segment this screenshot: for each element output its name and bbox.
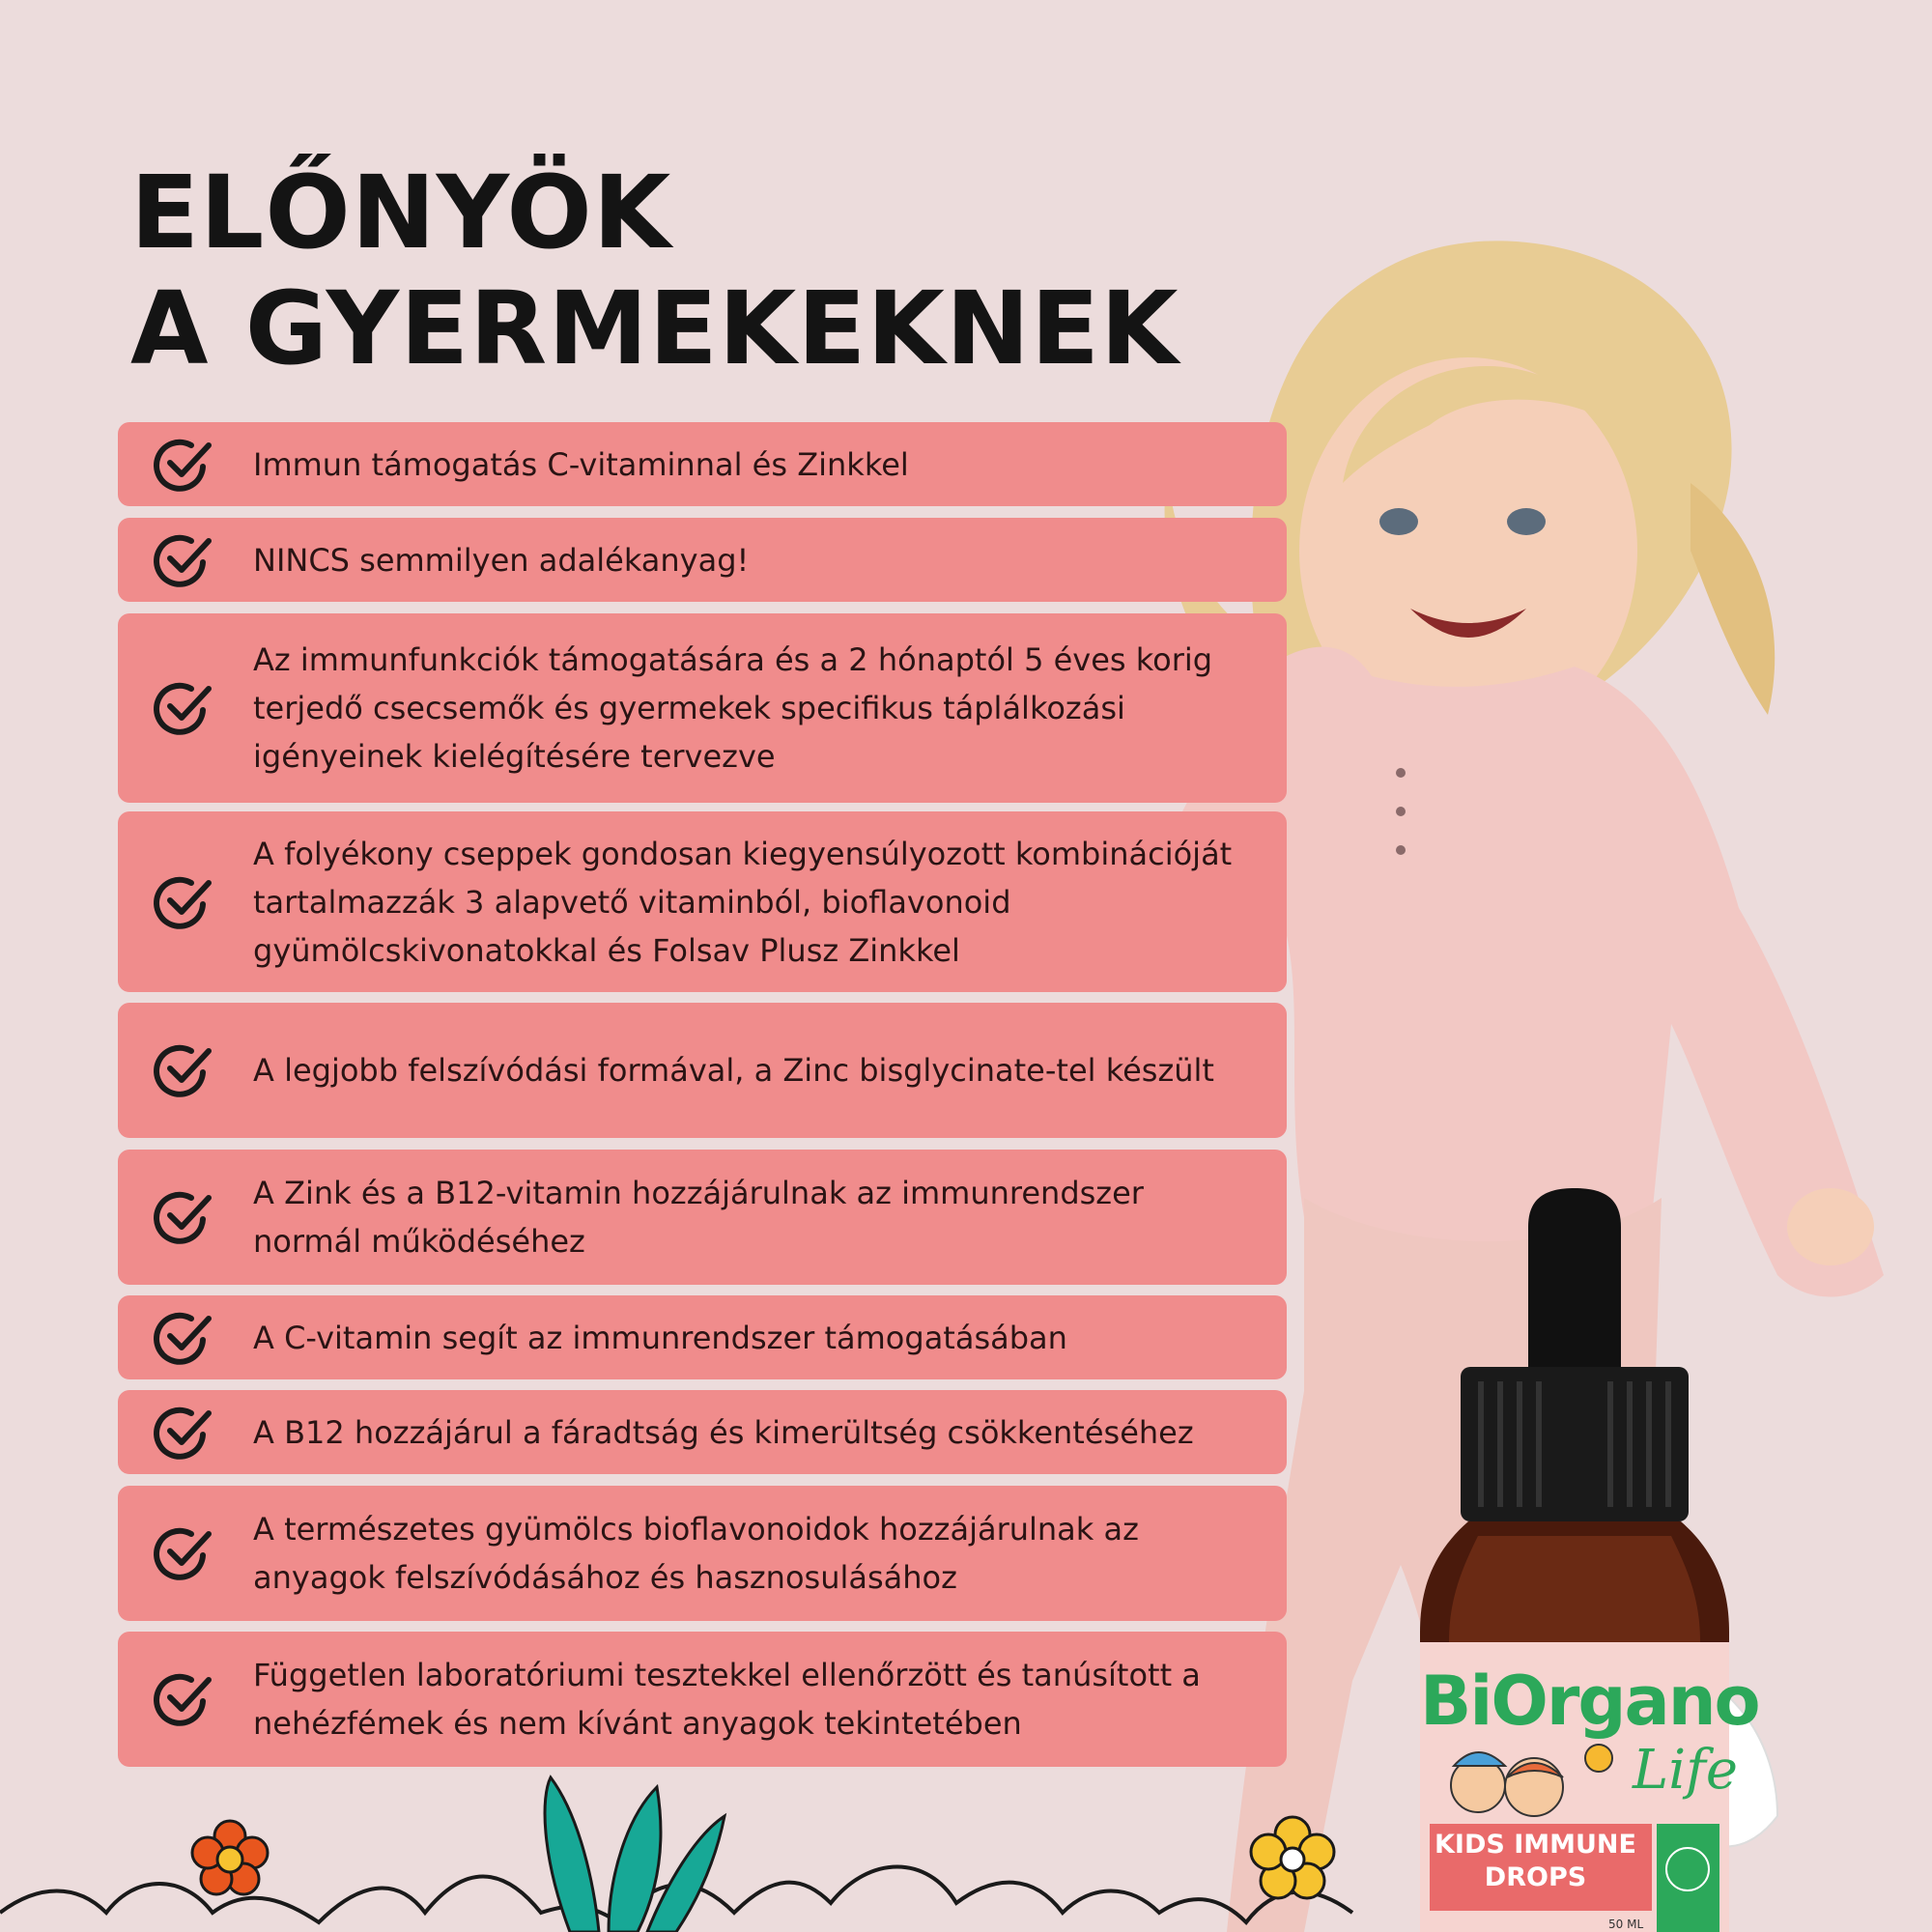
product-name-line-1: KIDS IMMUNE bbox=[1435, 1830, 1636, 1860]
check-icon bbox=[153, 1041, 214, 1099]
benefit-text: A természetes gyümölcs bioflavonoidok hozzájárulnak az anyagok felszívódásához és hasznosulásához bbox=[253, 1511, 1139, 1596]
benefit-text: NINCS semmilyen adalékanyag! bbox=[253, 541, 750, 579]
benefit-item bbox=[118, 613, 1287, 803]
flower-icon bbox=[1251, 1817, 1334, 1898]
check-icon bbox=[153, 873, 214, 931]
benefit-item bbox=[118, 422, 1287, 506]
title-line-1: ELŐNYÖK bbox=[130, 154, 672, 271]
benefit-text: A C-vitamin segít az immunrendszer támogatásában bbox=[253, 1319, 1067, 1356]
flower-icon bbox=[192, 1821, 268, 1894]
bottom-doodle-decoration bbox=[0, 1758, 1932, 1932]
product-volume: 50 ML bbox=[1608, 1918, 1644, 1931]
benefit-item bbox=[118, 1003, 1287, 1138]
benefit-text: Az immunfunkciók támogatására és a 2 hónaptól 5 éves korig terjedő csecsemők és gyermekek specifikus táplálkozási igényeinek kielégítésére tervezve bbox=[253, 641, 1213, 775]
benefit-text: Független laboratóriumi tesztekkel ellenőrzött és tanúsított a nehézfémek és nem kívánt anyagok tekintetében bbox=[253, 1657, 1201, 1742]
brand-logo: BiOrgano bbox=[1420, 1662, 1759, 1741]
benefit-item bbox=[118, 518, 1287, 602]
benefit-item bbox=[118, 1390, 1287, 1474]
benefit-item bbox=[118, 811, 1287, 992]
check-icon bbox=[153, 1309, 214, 1367]
check-icon bbox=[153, 1524, 214, 1582]
benefit-text: A folyékony cseppek gondosan kiegyensúlyozott kombinációját tartalmazzák 3 alapvető vitaminból, bioflavonoid gyümölcskivonatokkal és Folsav Plusz Zinkkel bbox=[253, 835, 1233, 969]
benefit-item bbox=[118, 1295, 1287, 1379]
benefit-item bbox=[118, 1486, 1287, 1621]
benefit-item bbox=[118, 1150, 1287, 1285]
benefit-text: A Zink és a B12-vitamin hozzájárulnak az immunrendszer normál működéséhez bbox=[253, 1175, 1144, 1260]
benefit-text: Immun támogatás C-vitaminnal és Zinkkel bbox=[253, 445, 909, 483]
title-line-2: A GYERMEKEKNEK bbox=[130, 270, 1179, 387]
benefit-item bbox=[118, 1632, 1287, 1767]
benefit-text: A B12 hozzájárul a fáradtság és kimerültség csökkentéséhez bbox=[253, 1413, 1194, 1451]
leaf-icon bbox=[545, 1777, 724, 1932]
check-icon bbox=[153, 531, 214, 589]
check-icon bbox=[153, 436, 214, 494]
brand-sub-logo: Life bbox=[1633, 1739, 1738, 1802]
check-icon bbox=[153, 1404, 214, 1462]
page-title bbox=[130, 155, 1179, 386]
check-icon bbox=[153, 1670, 214, 1728]
product-name-line-2: DROPS bbox=[1484, 1862, 1587, 1892]
check-icon bbox=[153, 679, 214, 737]
check-icon bbox=[153, 1188, 214, 1246]
benefit-text: A legjobb felszívódási formával, a Zinc bisglycinate-tel készült bbox=[253, 1052, 1214, 1089]
